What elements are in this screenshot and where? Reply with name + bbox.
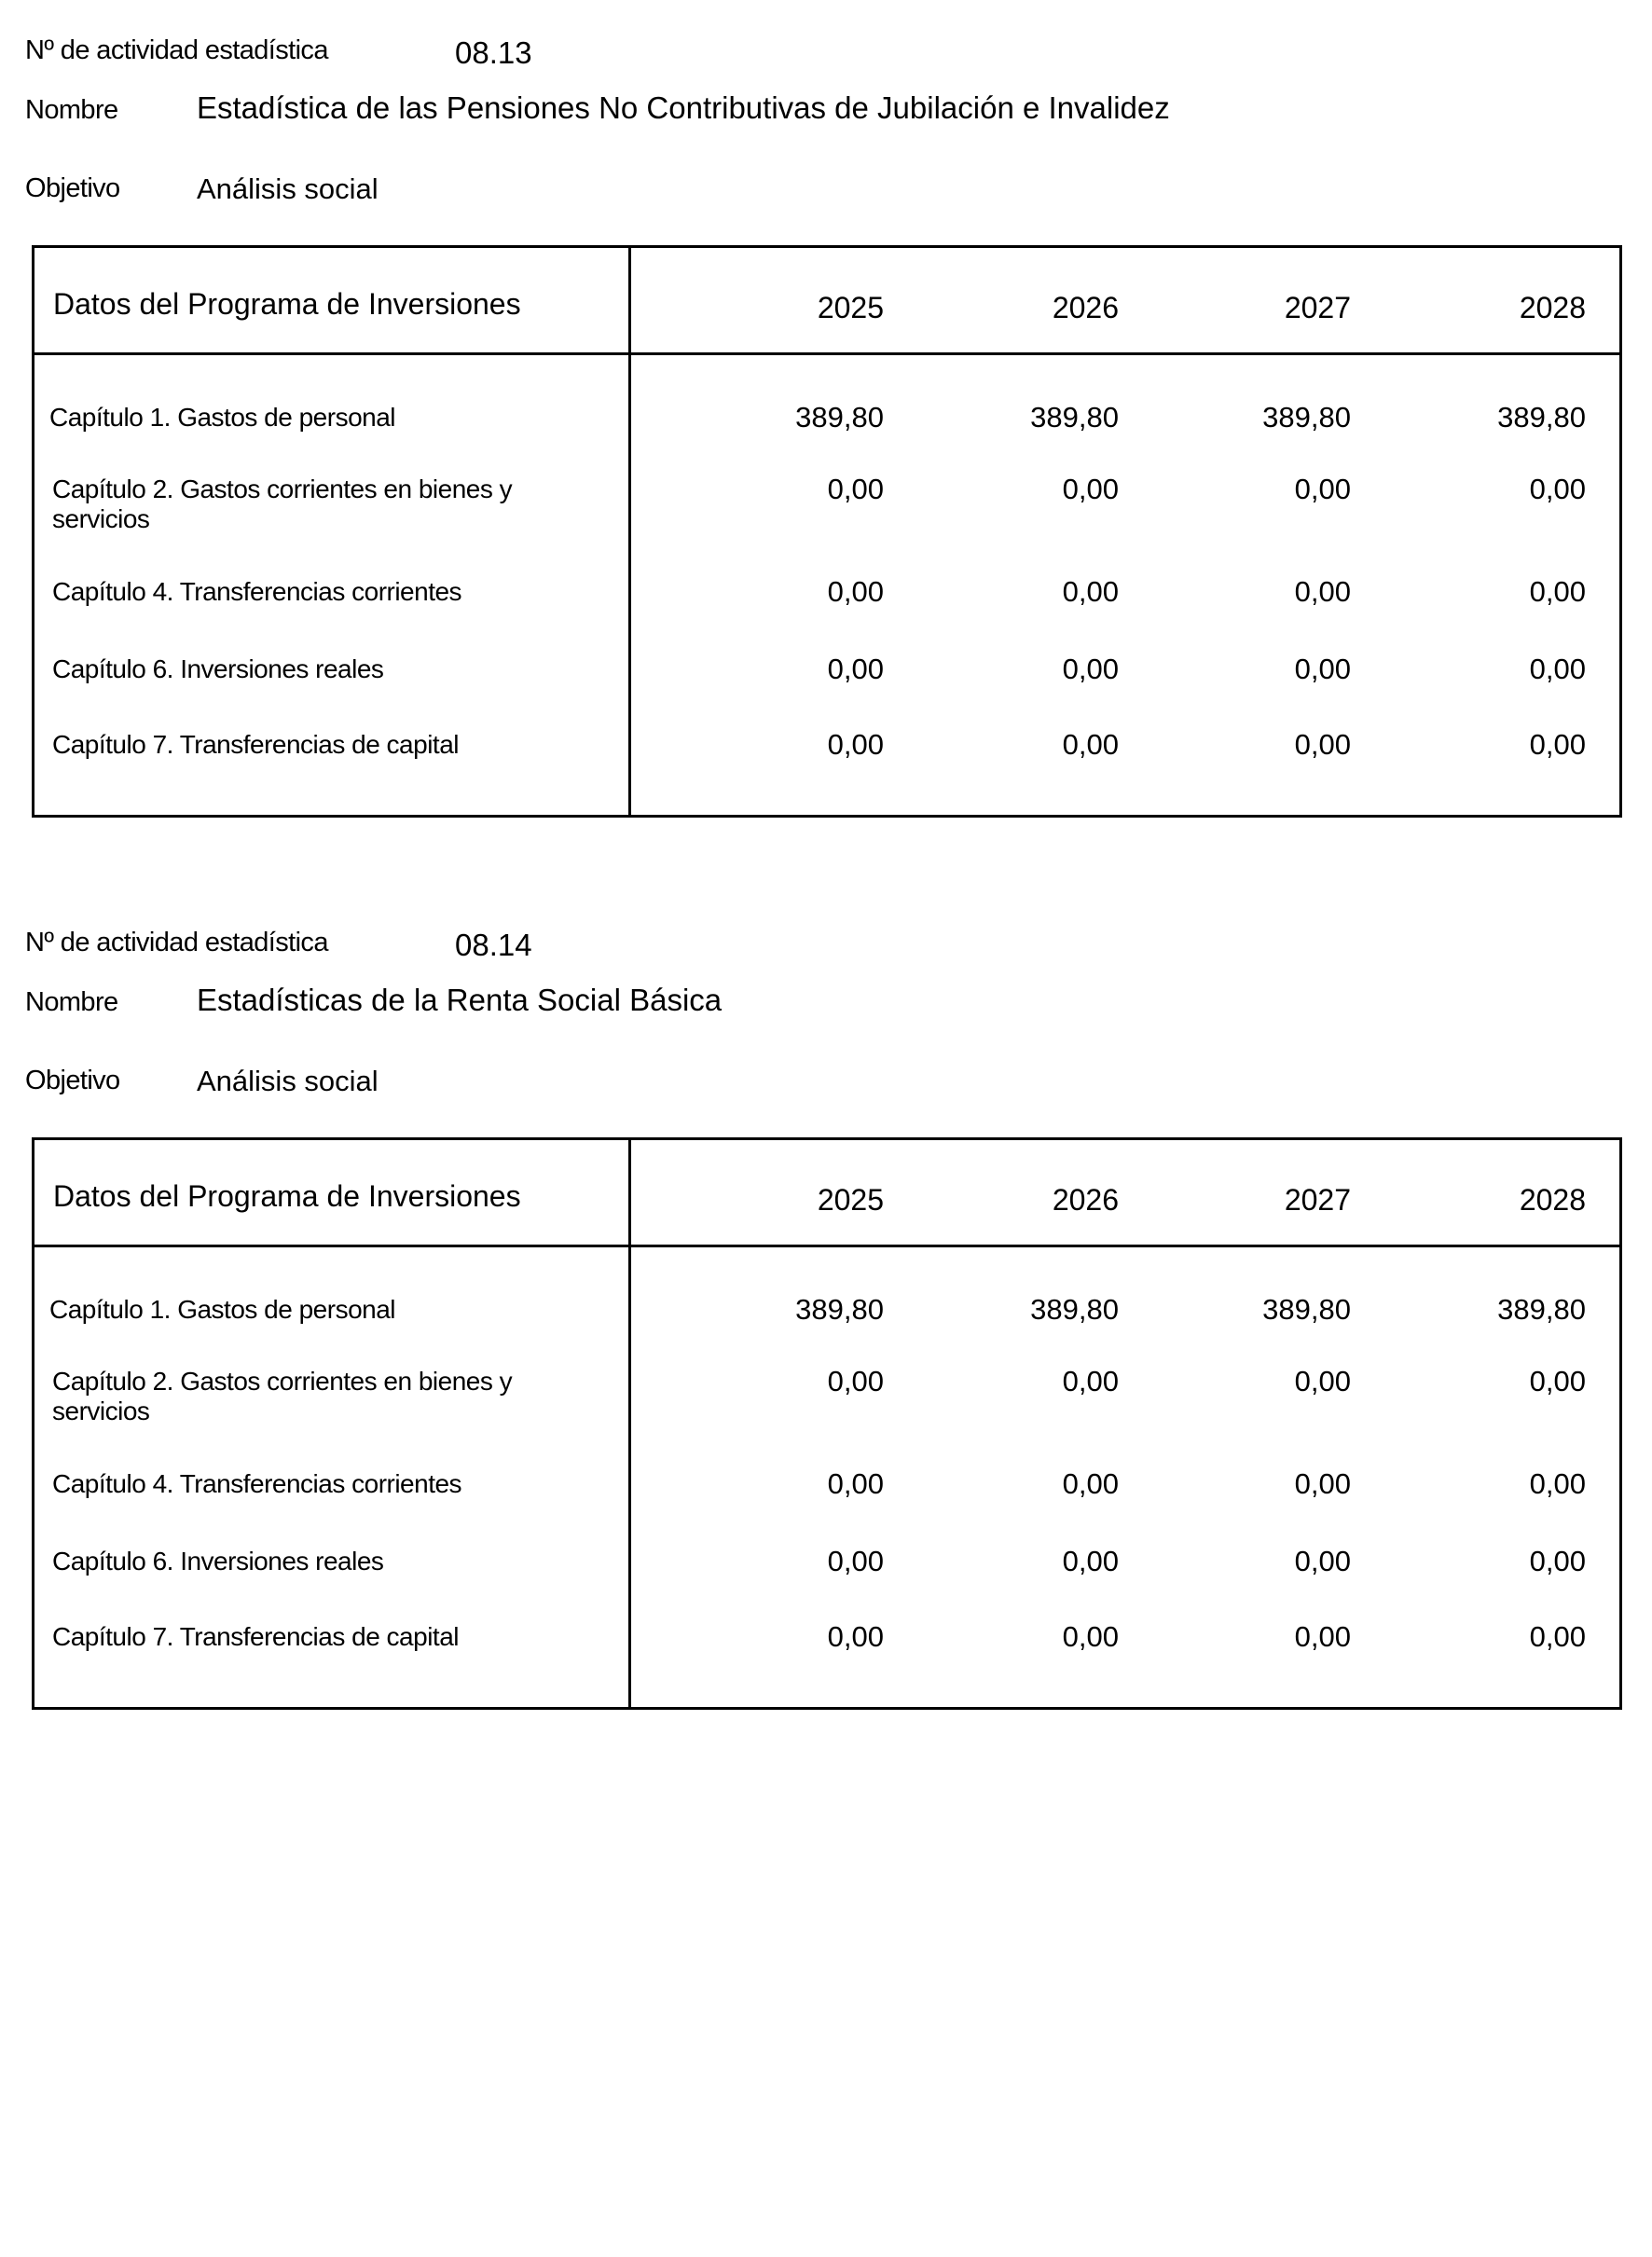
table-cell: 0,00 xyxy=(827,575,884,608)
year-header: 2027 xyxy=(1284,291,1351,324)
table-cell: 389,80 xyxy=(1497,1293,1586,1326)
row-label: Capítulo 4. Transferencias corrientes xyxy=(52,577,462,606)
table-cell: 0,00 xyxy=(1294,728,1351,761)
row-label: Capítulo 4. Transferencias corrientes xyxy=(52,1469,462,1498)
table-cell: 0,00 xyxy=(827,473,884,505)
table-cell: 0,00 xyxy=(1294,1467,1351,1500)
table-cell: 389,80 xyxy=(1030,401,1119,434)
table-cell: 389,80 xyxy=(795,401,884,434)
year-header: 2025 xyxy=(817,1183,884,1217)
table-cell: 0,00 xyxy=(1529,1620,1586,1653)
table-cell: 0,00 xyxy=(1529,653,1586,685)
row-label: Capítulo 7. Transferencias de capital xyxy=(52,730,459,759)
table-cell: 389,80 xyxy=(1497,401,1586,434)
column-divider xyxy=(628,248,631,815)
table-cell: 0,00 xyxy=(1294,1545,1351,1577)
column-divider xyxy=(628,1140,631,1707)
table-cell: 0,00 xyxy=(1529,473,1586,505)
investment-table xyxy=(32,245,1622,818)
table-cell: 0,00 xyxy=(1062,575,1119,608)
table-cell: 0,00 xyxy=(827,653,884,685)
table-cell: 0,00 xyxy=(1062,1545,1119,1577)
activity-number-label: Nº de actividad estadística xyxy=(25,928,328,957)
table-cell: 0,00 xyxy=(1529,728,1586,761)
year-header: 2025 xyxy=(817,291,884,324)
table-cell: 0,00 xyxy=(1062,653,1119,685)
table-cell: 0,00 xyxy=(1294,575,1351,608)
table-cell: 0,00 xyxy=(1062,1365,1119,1397)
table-cell: 0,00 xyxy=(827,1545,884,1577)
row-label: Capítulo 1. Gastos de personal xyxy=(49,403,396,432)
table-cell: 0,00 xyxy=(1062,1620,1119,1653)
table-cell: 0,00 xyxy=(1062,473,1119,505)
year-header: 2026 xyxy=(1052,291,1119,324)
row-label: Capítulo 6. Inversiones reales xyxy=(52,1547,384,1576)
table-cell: 0,00 xyxy=(1294,1620,1351,1653)
table-cell: 0,00 xyxy=(827,1620,884,1653)
header-divider xyxy=(34,1245,1619,1247)
table-cell: 0,00 xyxy=(1529,1545,1586,1577)
investment-table xyxy=(32,1137,1622,1710)
table-cell: 389,80 xyxy=(795,1293,884,1326)
table-cell: 0,00 xyxy=(827,728,884,761)
header-divider xyxy=(34,352,1619,355)
activity-section xyxy=(0,892,1652,1731)
name-label: Nombre xyxy=(25,95,118,125)
table-cell: 389,80 xyxy=(1030,1293,1119,1326)
activity-name: Estadísticas de la Renta Social Básica xyxy=(197,983,723,1017)
name-label: Nombre xyxy=(25,987,118,1017)
year-header: 2028 xyxy=(1519,291,1586,324)
objective-label: Objetivo xyxy=(25,1066,120,1095)
table-cell: 0,00 xyxy=(1294,653,1351,685)
table-cell: 0,00 xyxy=(1529,1467,1586,1500)
year-header: 2027 xyxy=(1284,1183,1351,1217)
year-header: 2026 xyxy=(1052,1183,1119,1217)
activity-number-label: Nº de actividad estadística xyxy=(25,35,328,65)
table-cell: 0,00 xyxy=(1294,473,1351,505)
activity-objective: Análisis social xyxy=(197,1065,379,1097)
table-cell: 0,00 xyxy=(827,1365,884,1397)
table-header-label: Datos del Programa de Inversiones xyxy=(53,1179,521,1213)
activity-section xyxy=(0,0,1652,839)
table-cell: 0,00 xyxy=(1294,1365,1351,1397)
table-header-label: Datos del Programa de Inversiones xyxy=(53,287,521,321)
row-label: Capítulo 2. Gastos corrientes en bienes y servicios xyxy=(52,475,513,533)
year-header: 2028 xyxy=(1519,1183,1586,1217)
table-cell: 389,80 xyxy=(1262,401,1351,434)
table-cell: 0,00 xyxy=(1529,1365,1586,1397)
table-cell: 0,00 xyxy=(827,1467,884,1500)
table-cell: 0,00 xyxy=(1062,728,1119,761)
row-label: Capítulo 1. Gastos de personal xyxy=(49,1295,396,1324)
row-label: Capítulo 2. Gastos corrientes en bienes y servicios xyxy=(52,1367,513,1425)
row-label: Capítulo 6. Inversiones reales xyxy=(52,654,384,683)
activity-name: Estadística de las Pensiones No Contributivas de Jubilación e Invalidez xyxy=(197,90,1170,125)
row-label: Capítulo 7. Transferencias de capital xyxy=(52,1622,459,1651)
table-cell: 389,80 xyxy=(1262,1293,1351,1326)
table-cell: 0,00 xyxy=(1529,575,1586,608)
activity-code: 08.13 xyxy=(455,35,532,70)
table-cell: 0,00 xyxy=(1062,1467,1119,1500)
objective-label: Objetivo xyxy=(25,173,120,203)
activity-objective: Análisis social xyxy=(197,172,379,205)
activity-code: 08.14 xyxy=(455,928,532,962)
